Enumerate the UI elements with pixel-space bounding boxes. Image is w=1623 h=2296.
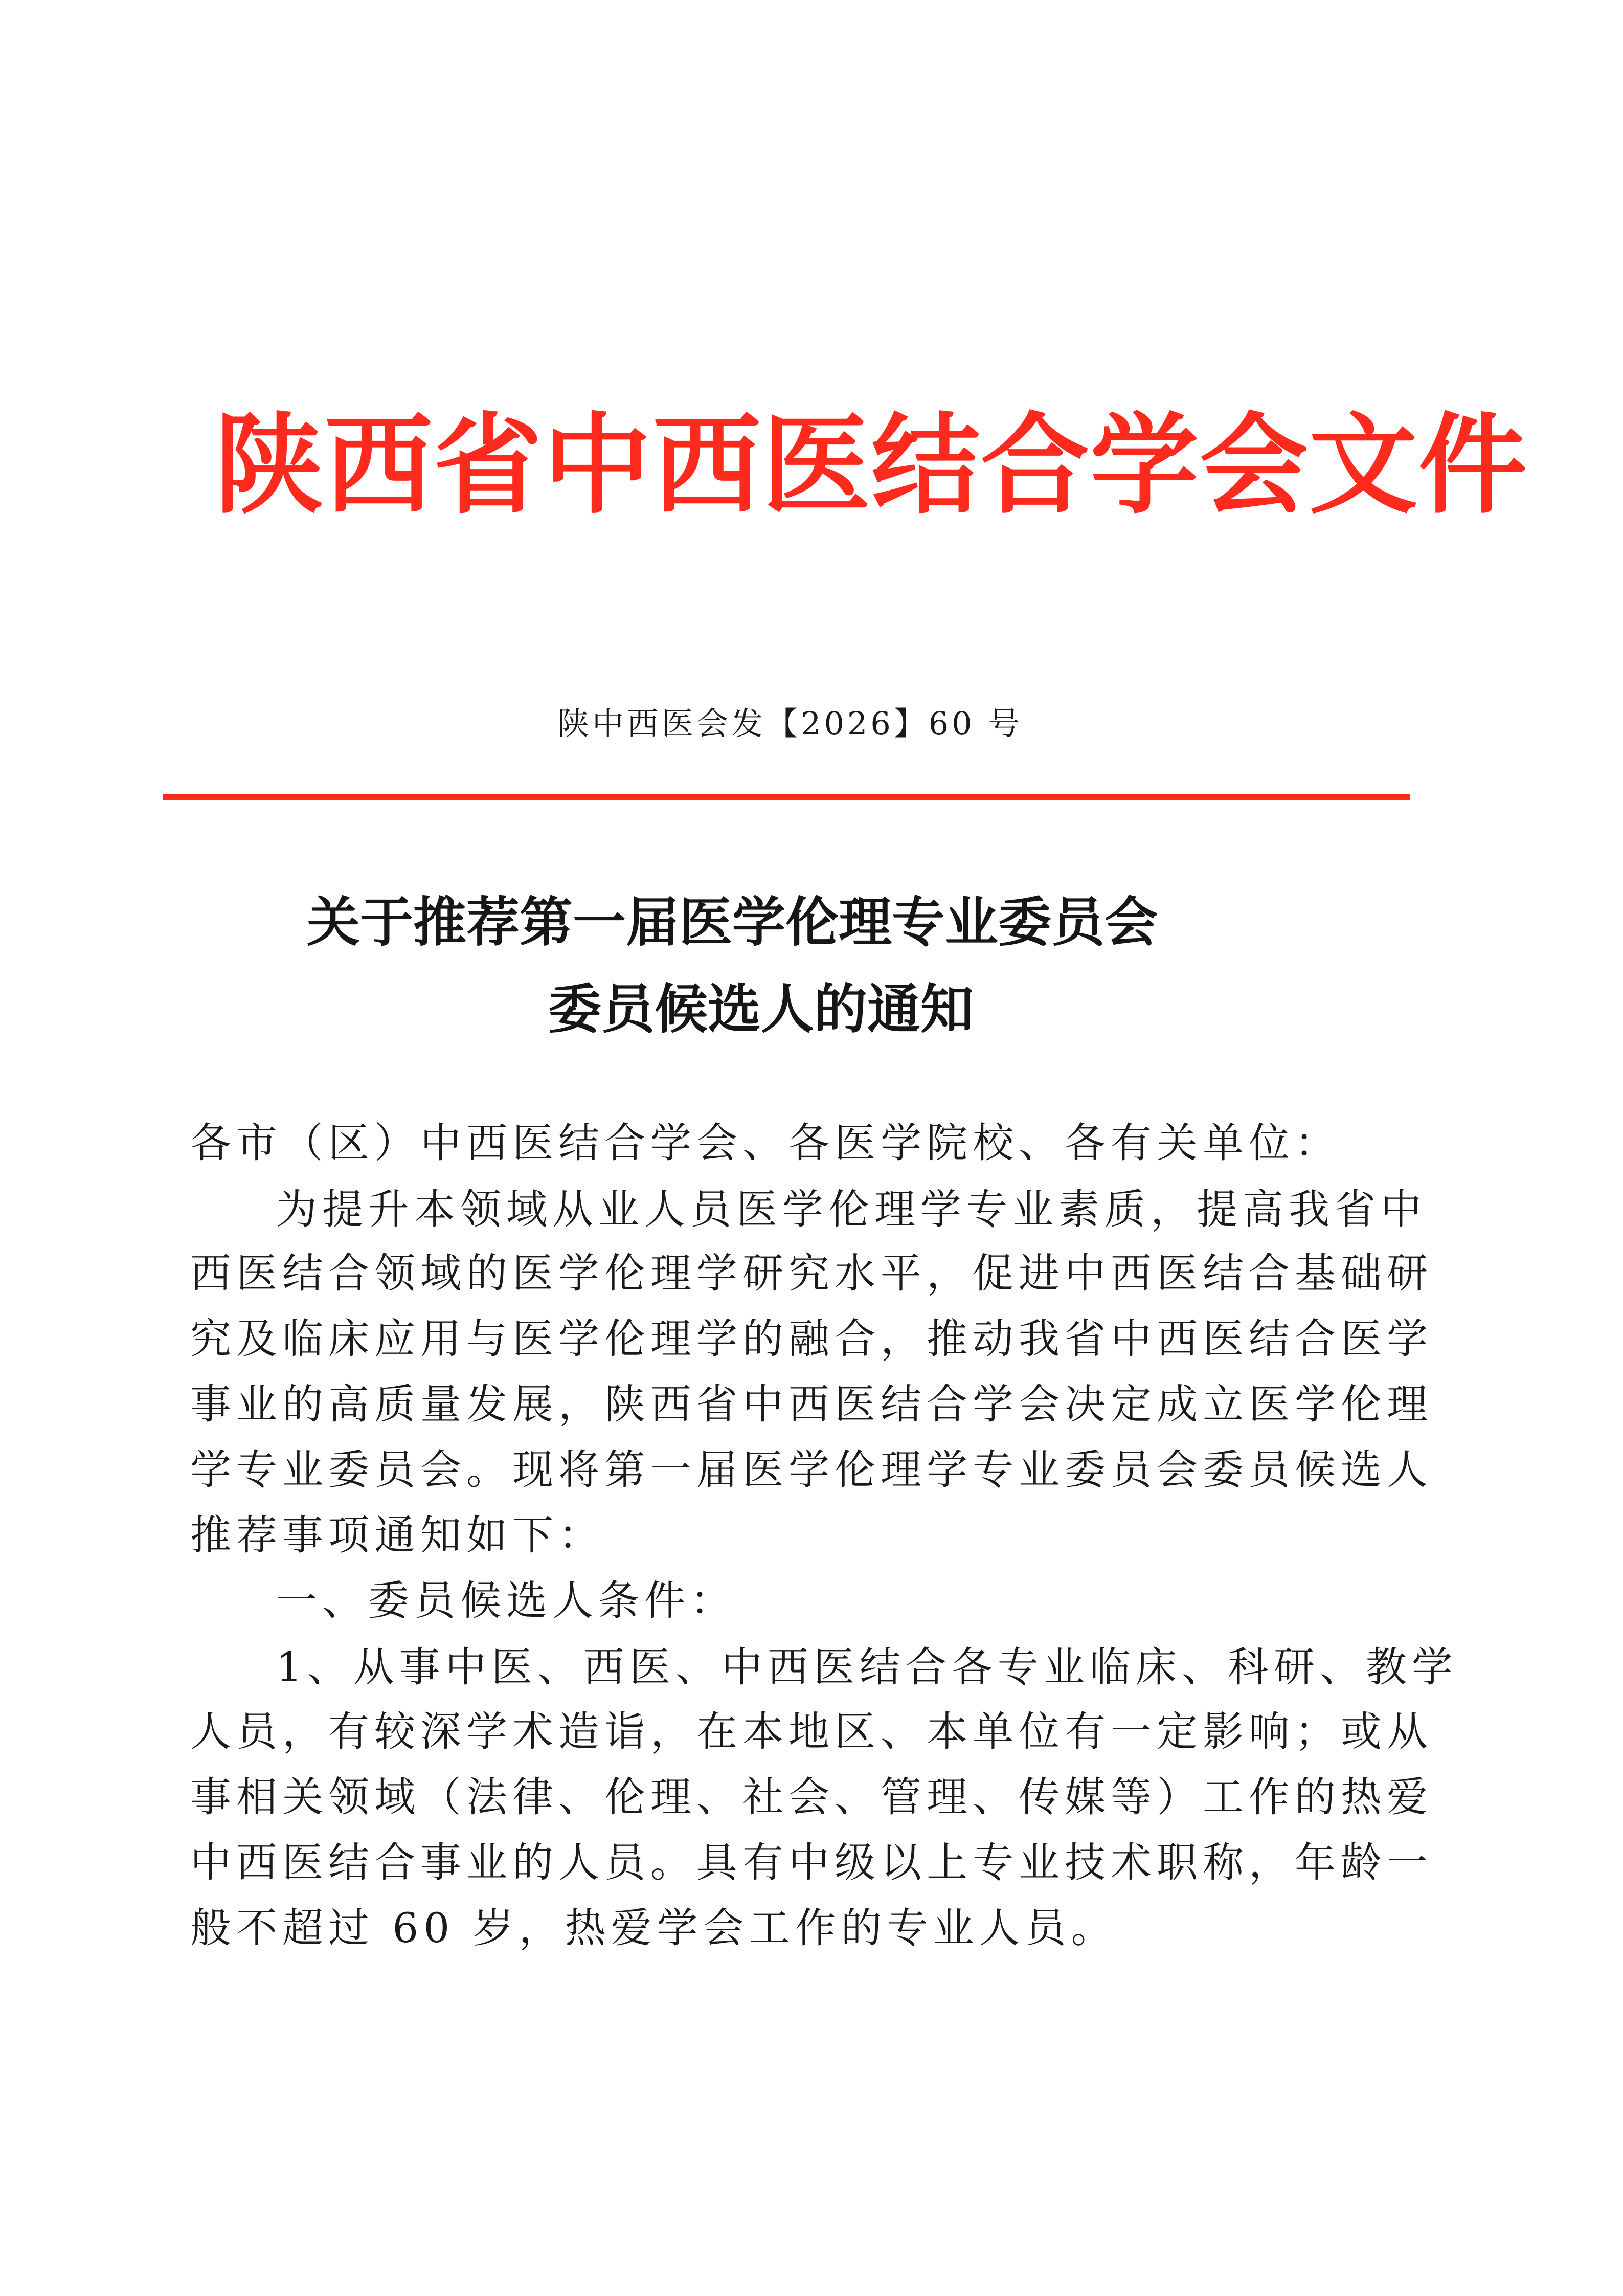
paragraph-1-line: 为提升本领域从业人员医学伦理学专业素质，提高我省中 — [276, 1186, 1427, 1233]
paragraph-1-line: 西医结合领域的医学伦理学研究水平，促进中西医结合基础研 — [190, 1250, 1433, 1297]
salutation: 各市（区）中西医结合学会、各医学院校、各有关单位： — [190, 1119, 1341, 1167]
paragraph-1-line: 究及临床应用与医学伦理学的融合，推动我省中西医结合医学 — [190, 1315, 1433, 1363]
item-1-line: 1、从事中医、西医、中西医结合各专业临床、科研、教学 — [276, 1643, 1458, 1691]
paragraph-1-line: 学专业委员会。现将第一届医学伦理学专业委员会委员候选人 — [190, 1446, 1433, 1493]
notice-title-line-2: 委员候选人的通知 — [548, 978, 974, 1040]
org-header-title: 陕西省中西医结合学会文件 — [215, 402, 1528, 528]
section-1-heading: 一、委员候选人条件： — [276, 1577, 736, 1624]
red-divider-line — [163, 794, 1410, 800]
item-1-line: 般不超过 60 岁，热爱学会工作的专业人员。 — [190, 1904, 1117, 1952]
notice-title-line-1: 关于推荐第一届医学伦理专业委员会 — [307, 891, 1158, 953]
paragraph-1-line: 事业的高质量发展，陕西省中西医结合学会决定成立医学伦理 — [190, 1380, 1433, 1428]
item-1-line: 中西医结合事业的人员。具有中级以上专业技术职称，年龄一 — [190, 1839, 1433, 1886]
paragraph-1-line: 推荐事项通知如下： — [190, 1511, 604, 1559]
item-1-line: 事相关领域（法律、伦理、社会、管理、传媒等）工作的热爱 — [190, 1773, 1433, 1821]
document-number: 陕中西医会发【2026】60 号 — [557, 705, 1023, 742]
item-1-line: 人员，有较深学术造诣，在本地区、本单位有一定影响；或从 — [190, 1708, 1433, 1755]
